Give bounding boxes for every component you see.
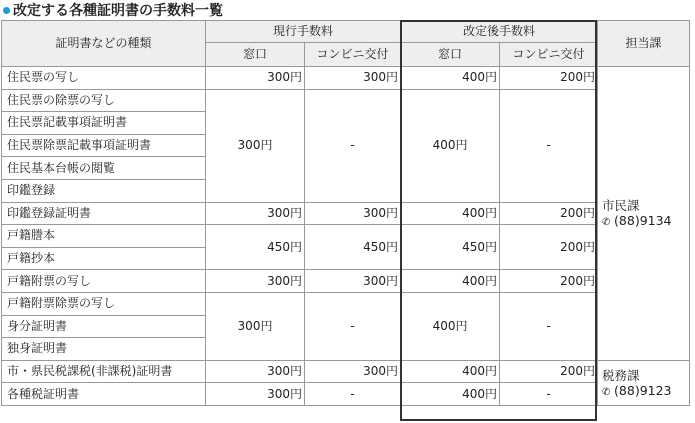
- header-revised: 改定後手数料: [401, 21, 598, 43]
- header-revised-window: 窓口: [401, 43, 500, 67]
- revised-convenience-fee: -: [500, 383, 598, 406]
- row-name: 市・県民税課税(非課税)証明書: [2, 360, 206, 383]
- current-convenience-fee: 300円: [305, 67, 401, 90]
- current-window-fee: 450円: [206, 225, 305, 270]
- row-name: 戸籍抄本: [2, 247, 206, 270]
- revised-window-fee: 450円: [401, 225, 500, 270]
- title-text: 改定する各種証明書の手数料一覧: [13, 3, 223, 19]
- row-name: 身分証明書: [2, 315, 206, 338]
- table-row: [2, 202, 690, 225]
- revised-convenience-fee: 200円: [500, 202, 598, 225]
- table-row: [2, 270, 690, 293]
- dept-name: 市民課: [602, 198, 640, 214]
- table-row: [2, 225, 690, 248]
- row-name: 各種税証明書: [2, 383, 206, 406]
- current-window-fee: 300円: [206, 383, 305, 406]
- current-convenience-fee: 450円: [305, 225, 401, 270]
- current-convenience-fee: 300円: [305, 202, 401, 225]
- table-row: [2, 89, 690, 112]
- table-row: [2, 383, 690, 406]
- row-name: 住民票の写し: [2, 67, 206, 90]
- current-convenience-fee: 300円: [305, 360, 401, 383]
- phone-icon: ✆: [602, 386, 611, 398]
- revised-window-fee: 400円: [401, 67, 500, 90]
- row-name: 住民票の除票の写し: [2, 89, 206, 112]
- fee-table: [1, 20, 690, 406]
- row-name: 住民票記載事項証明書: [2, 112, 206, 135]
- current-window-fee: 300円: [206, 292, 305, 360]
- current-window-fee: 300円: [206, 67, 305, 90]
- current-window-fee: 300円: [206, 89, 305, 202]
- table-row: [2, 360, 690, 383]
- header-current: 現行手数料: [206, 21, 401, 43]
- revised-convenience-fee: -: [500, 292, 598, 360]
- revised-window-fee: 400円: [401, 383, 500, 406]
- row-name: 戸籍附票の写し: [2, 270, 206, 293]
- dept-phone: (88)9123: [614, 382, 672, 398]
- revised-window-fee: 400円: [401, 89, 500, 202]
- revised-convenience-fee: 200円: [500, 67, 598, 90]
- revised-convenience-fee: 200円: [500, 270, 598, 293]
- revised-window-fee: 400円: [401, 202, 500, 225]
- revised-window-fee: 400円: [401, 292, 500, 360]
- table-row: [2, 67, 690, 90]
- current-window-fee: 300円: [206, 360, 305, 383]
- header-current-convenience: コンビニ交付: [305, 43, 401, 67]
- table-title: [3, 1, 223, 19]
- row-name: 住民票除票記載事項証明書: [2, 134, 206, 157]
- row-name: 戸籍附票除票の写し: [2, 292, 206, 315]
- current-convenience-fee: -: [305, 292, 401, 360]
- table-row: [2, 292, 690, 315]
- row-name: 独身証明書: [2, 338, 206, 361]
- row-name: 印鑑登録証明書: [2, 202, 206, 225]
- current-convenience-fee: -: [305, 383, 401, 406]
- header-row-1: [2, 21, 690, 43]
- current-window-fee: 300円: [206, 202, 305, 225]
- current-convenience-fee: -: [305, 89, 401, 202]
- header-current-window: 窓口: [206, 43, 305, 67]
- dept-shimin: [598, 67, 690, 361]
- dept-zeimu: [598, 360, 690, 405]
- revised-window-fee: 400円: [401, 270, 500, 293]
- current-convenience-fee: 300円: [305, 270, 401, 293]
- row-name: 戸籍謄本: [2, 225, 206, 248]
- phone-icon: ✆: [602, 217, 611, 229]
- dept-name: 税務課: [602, 367, 640, 383]
- header-revised-convenience: コンビニ交付: [500, 43, 598, 67]
- revised-window-fee: 400円: [401, 360, 500, 383]
- row-name: 住民基本台帳の閲覧: [2, 157, 206, 180]
- header-dept: 担当課: [598, 21, 690, 67]
- row-name: 印鑑登録: [2, 179, 206, 202]
- revised-convenience-fee: 200円: [500, 225, 598, 270]
- revised-convenience-fee: -: [500, 89, 598, 202]
- header-item: 証明書などの種類: [2, 21, 206, 67]
- bullet-icon: [3, 7, 10, 14]
- revised-convenience-fee: 200円: [500, 360, 598, 383]
- dept-phone: (88)9134: [614, 213, 672, 229]
- current-window-fee: 300円: [206, 270, 305, 293]
